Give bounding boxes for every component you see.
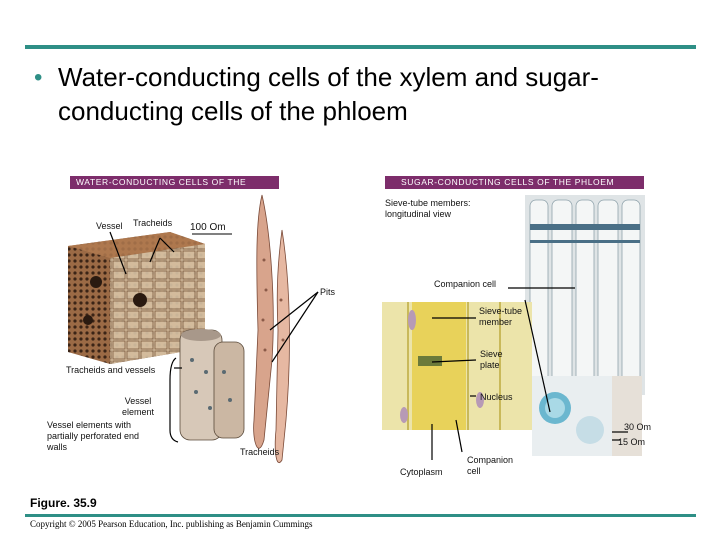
label-sieve-plate: Sieve plate — [480, 349, 503, 370]
label-sieve-tube-member: Sieve-tube member — [479, 306, 523, 327]
label-vessel: Vessel — [96, 221, 123, 231]
label-companion-cell-top: Companion cell — [434, 279, 497, 289]
label-tracheids-bottom: Tracheids — [240, 447, 280, 457]
label-vessel-elements-perforated: Vessel elements with partially perforated end walls — [47, 420, 140, 452]
label-tracheids-top: Tracheids — [133, 218, 173, 228]
label-vessel-element: Vessel element — [121, 396, 155, 417]
label-nucleus: Nucleus — [480, 392, 513, 402]
xylem-banner: WATER-CONDUCTING CELLS OF THE XYLEM — [70, 176, 279, 189]
copyright-notice: Copyright © 2005 Pearson Education, Inc. publishing as Benjamin Cummings — [30, 519, 313, 529]
label-sieve-tube-view: Sieve-tube members: longitudinal view — [385, 198, 471, 219]
slide-title: Water-conducting cells of the xylem and sugar-conducting cells of the phloem — [58, 62, 599, 126]
phloem-banner: SUGAR-CONDUCTING CELLS OF THE PHLOEM — [385, 176, 644, 189]
vessel-element-illustration — [170, 329, 244, 442]
label-tracheids-and-vessels: Tracheids and vessels — [66, 365, 156, 375]
label-scale-30: 30 Om — [624, 422, 652, 432]
label-companion-cell-bottom: Companion cell — [467, 455, 514, 476]
phloem-micrograph-longitudinal — [525, 195, 645, 395]
bottom-rule — [25, 514, 696, 517]
label-cytoplasm: Cytoplasm — [400, 467, 443, 477]
label-scale-15: 15 Om — [618, 437, 646, 447]
label-pits: Pits — [320, 287, 336, 297]
bullet-marker: • — [34, 64, 43, 91]
figure-caption: Figure. 35.9 — [30, 496, 97, 510]
label-xylem-scale: 100 Om — [190, 222, 226, 233]
